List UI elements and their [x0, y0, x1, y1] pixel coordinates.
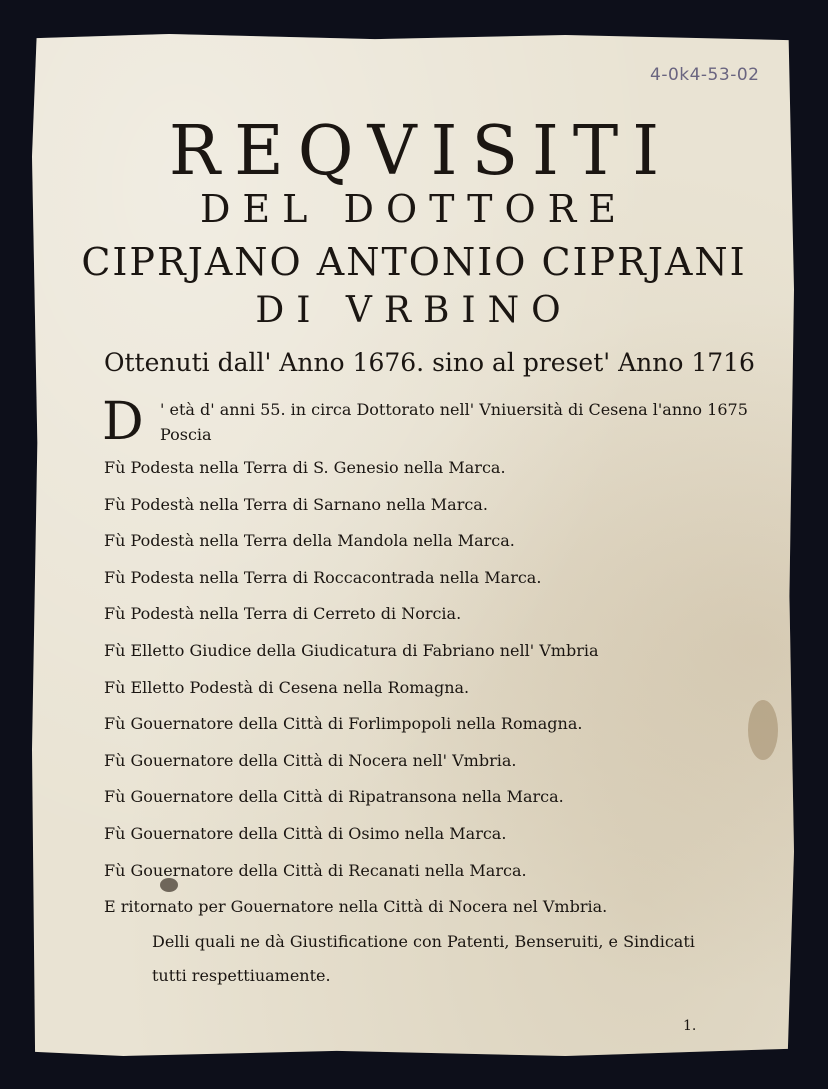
office-entry: Fù Gouernatore della Città di Osimo nella Marca. — [104, 823, 507, 843]
office-entry: E ritornato per Gouernatore nella Città di Nocera nel Vmbria. — [104, 897, 608, 917]
person-name: CIPRJANO ANTONIO CIPRJANI — [81, 240, 747, 284]
footer-mark: 1. — [683, 1018, 697, 1034]
drop-cap: D — [102, 392, 144, 452]
office-entry: Fù Gouernatore della Città di Recanati nella Marca. — [104, 860, 527, 880]
office-entry: Fù Gouernatore della Città di Ripatransona nella Marca. — [104, 787, 564, 807]
office-entry: Fù Podestà nella Terra della Mandola nella Marca. — [104, 531, 515, 551]
office-entry: Fù Elletto Giudice della Giudicatura di Fabriano nell' Vmbria — [104, 640, 599, 660]
office-entry: Fù Podestà nella Terra di Cerreto di Norcia. — [104, 604, 462, 624]
intro-line-continued: Poscia — [160, 425, 212, 444]
paper-stain — [748, 700, 778, 760]
closing-statement-end: tutti respettiuamente. — [152, 966, 331, 985]
office-entry: Fù Elletto Podestà di Cesena nella Romagna. — [104, 677, 470, 697]
office-entry: Fù Gouernatore della Città di Nocera nell' Vmbria. — [104, 750, 517, 770]
offices-list — [104, 458, 607, 934]
closing-statement: Delli quali ne dà Giustificatione con Patenti, Benseruiti, e Sindicati — [152, 932, 695, 951]
intro-line: ' età d' anni 55. in circa Dottorato nell' Vniuersità di Cesena l'anno 1675 — [160, 400, 748, 419]
office-entry: Fù Gouernatore della Città di Forlimpopoli nella Romagna. — [104, 714, 583, 734]
person-origin: DI VRBINO — [255, 290, 573, 331]
period-line: Ottenuti dall' Anno 1676. sino al preset' Anno 1716 — [104, 348, 755, 377]
catalog-number: 4-0k4-53-02 — [650, 65, 760, 85]
document-subtitle: DEL DOTTORE — [199, 187, 629, 231]
office-entry: Fù Podesta nella Terra di S. Genesio nella Marca. — [104, 458, 506, 477]
office-entry: Fù Podestà nella Terra di Sarnano nella Marca. — [104, 494, 488, 514]
document-title: REQVISITI — [168, 112, 674, 191]
office-entry: Fù Podesta nella Terra di Roccacontrada nella Marca. — [104, 567, 542, 587]
